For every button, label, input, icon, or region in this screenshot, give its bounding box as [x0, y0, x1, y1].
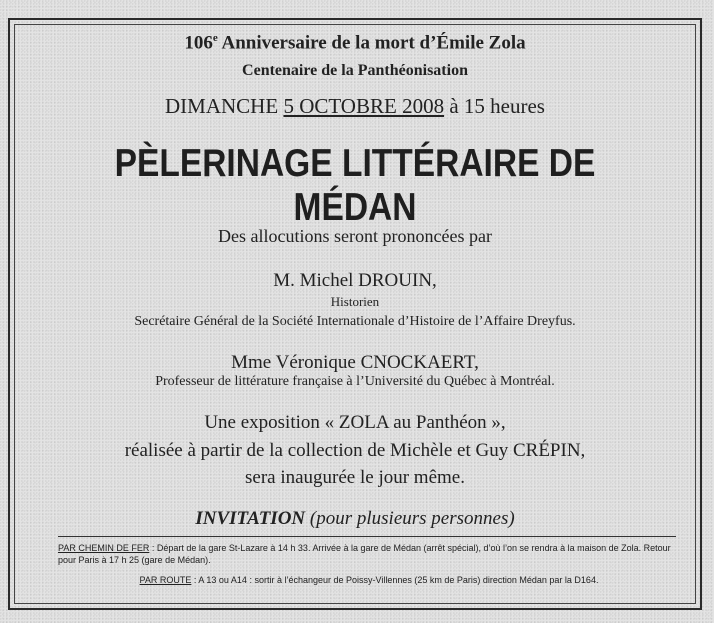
info-divider [58, 536, 676, 537]
anniversary-suffix: e [212, 32, 218, 44]
speaker1-role: Historien [330, 294, 380, 309]
speaker2-name: Mme Véronique CNOCKAERT, [231, 352, 479, 373]
date-suffix: à 15 heures [444, 94, 545, 118]
anniversary-heading [14, 32, 696, 54]
anniversary-number: 106 [184, 32, 213, 54]
exhibition-line1: Une exposition « ZOLA au Panthéon », [204, 412, 506, 433]
anniversary-text: Anniversaire de la mort d’Émile Zola [221, 32, 526, 54]
speeches-intro: Des allocutions seront prononcées par [218, 226, 492, 246]
exhibition-line3: sera inaugurée le jour même. [245, 467, 465, 488]
road-info [58, 574, 680, 586]
invitation-line [14, 508, 696, 530]
centenary-heading: Centenaire de la Panthéonisation [242, 62, 468, 79]
rail-text: : Départ de la gare St-Lazare à 14 h 33. Arrivée à la gare de Médan (arrêt spécial), d’où l’on se rendra à la maison de Zola. Retour pour Paris à 17 h 25 (gare de Médan). [58, 543, 671, 565]
date-main: 5 OCTOBRE 2008 [283, 94, 445, 118]
event-title: PÈLERINAGE LITTÉRAIRE DE MÉDAN [114, 142, 596, 229]
speaker1-detail: Secrétaire Général de la Société Internationale d’Histoire de l’Affaire Dreyfus. [134, 314, 576, 329]
rail-label: PAR CHEMIN DE FER [58, 543, 150, 553]
invitation-note: (pour plusieurs personnes) [305, 508, 515, 529]
invitation-label: INVITATION [195, 508, 306, 529]
rail-info [58, 542, 680, 566]
event-date [14, 94, 696, 119]
road-label: PAR ROUTE [139, 575, 192, 585]
speaker2-detail: Professeur de littérature française à l’Université du Québec à Montréal. [155, 374, 555, 389]
speaker1-name: M. Michel DROUIN, [273, 270, 437, 291]
exhibition-line2: réalisée à partir de la collection de Michèle et Guy CRÉPIN, [124, 440, 586, 461]
road-text: : A 13 ou A14 : sortir à l’échangeur de Poissy-Villennes (25 km de Paris) direction Médan par la D164. [191, 575, 599, 585]
date-prefix: DIMANCHE [165, 94, 284, 118]
